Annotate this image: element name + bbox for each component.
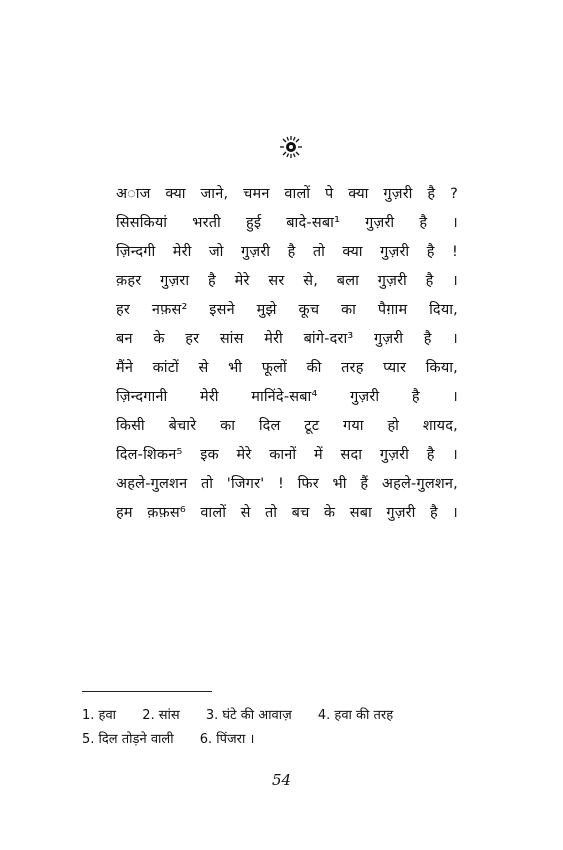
poem-line: सिसकियां भरती हुई बादे-सबा¹ गुज़री है । [116, 215, 458, 231]
footnote-row [82, 704, 512, 728]
footnotes [82, 704, 512, 752]
poem-line: ज़िन्दगी मेरी जो गुज़री है तो क्या गुज़री है ! [116, 244, 458, 260]
poem-line: क़हर गुज़रा है मेरे सर से, बला गुज़री है । [116, 273, 458, 289]
footnote: 3. घंटे की आवाज़ [205, 708, 292, 723]
poem-line: मैंने कांटों से भी फूलों की तरह प्यार किया, [116, 360, 458, 376]
poem-line: बन के हर सांस मेरी बांगे-दरा³ गुज़री है । [116, 331, 458, 347]
poem-line: अाज क्या जाने, चमन वालों पे क्या गुज़री है ? [116, 186, 458, 202]
ghazal-text [116, 180, 458, 528]
poem-line: अहले-गुलशन तो 'जिगर' ! फिर भी हैं अहले-गुलशन, [116, 476, 458, 492]
footnote-divider [82, 691, 212, 692]
page-number: 54 [271, 771, 292, 789]
footnote-row [82, 728, 512, 752]
footnote: 6. पिंजरा । [199, 732, 255, 747]
footnote: 2. सांस [142, 708, 180, 723]
poem-line: हर नफ़स² इसने मुझे कूच का पैग़ाम दिया, [116, 302, 458, 318]
poem-line: किसी बेचारे का दिल टूट गया हो शायद, [116, 418, 458, 434]
footnote: 4. हवा की तरह [317, 708, 394, 723]
poem-line: हम क़फ़स⁶ वालों से तो बच के सबा गुज़री है । [116, 505, 458, 521]
sun-ornament-icon [280, 136, 302, 158]
poem-line: दिल-शिकन⁵ इक मेरे कानों में सदा गुज़री है । [116, 447, 458, 463]
poem-line: ज़िन्दगानी मेरी मानिंदे-सबा⁴ गुज़री है । [116, 389, 458, 405]
footnote: 5. दिल तोड़ने वाली [82, 732, 174, 747]
footnote: 1. हवा [82, 708, 117, 723]
